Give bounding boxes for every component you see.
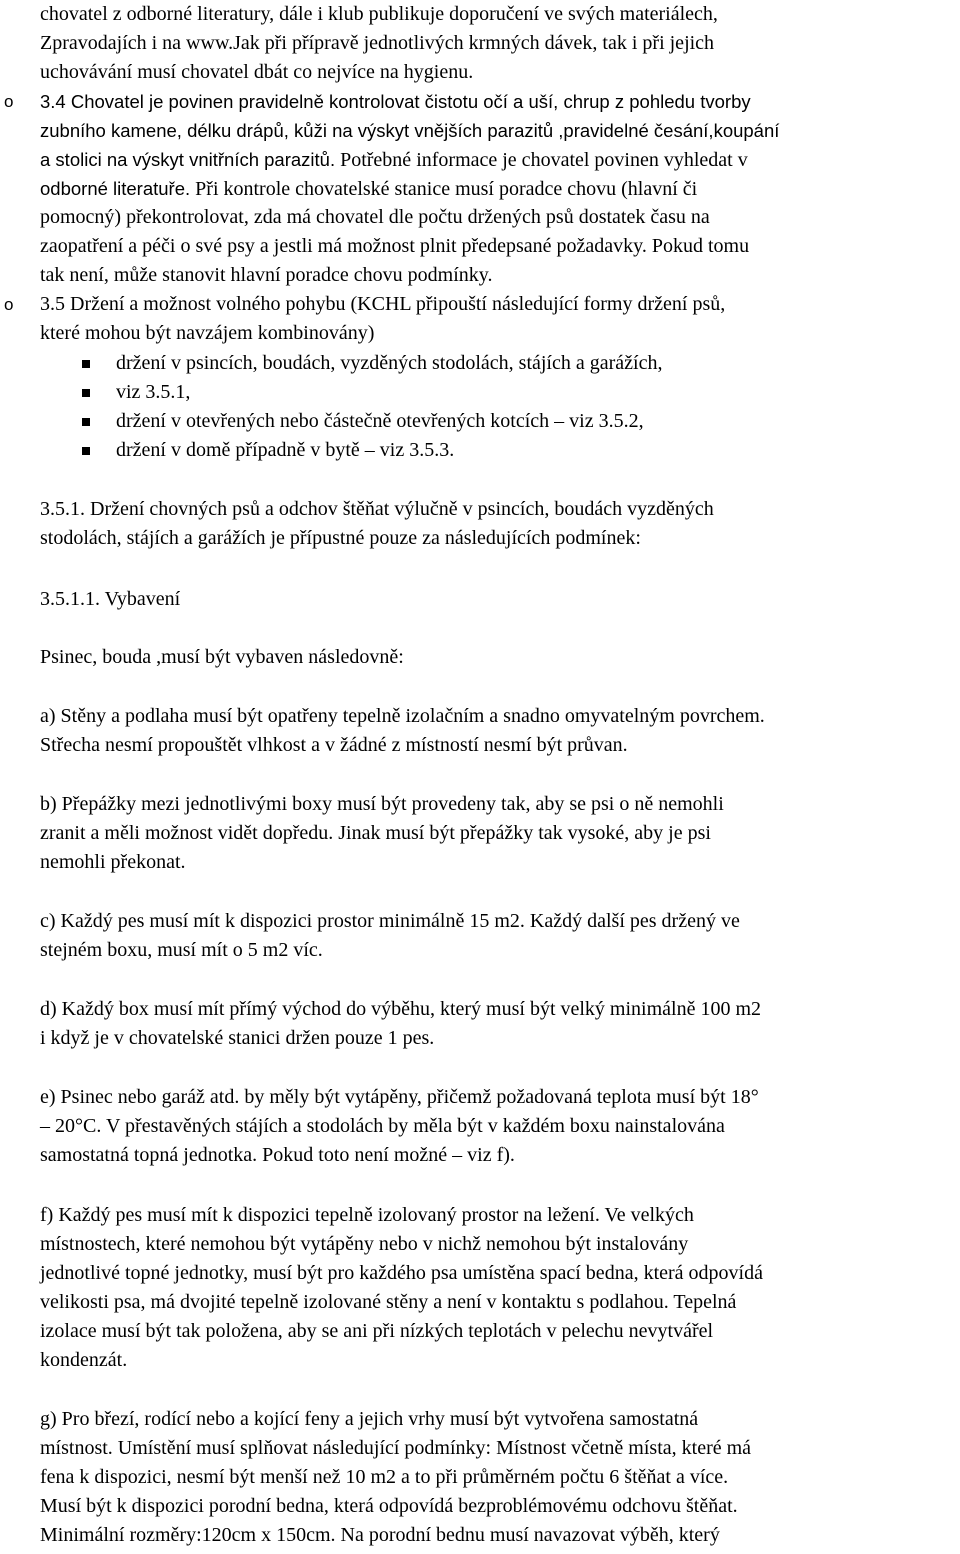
- bullet-item-3: držení v otevřených nebo částečně otevřených kotcích – viz 3.5.2,: [116, 410, 644, 432]
- section-3-5-1-1-intro: Psinec, bouda ,musí být vybaven následovně:: [40, 646, 404, 668]
- bullet-item-1: držení v psincích, boudách, vyzděných stodolách, stájích a garážích,: [116, 352, 663, 374]
- section-3-5-1-1-heading: 3.5.1.1. Vybavení: [40, 588, 181, 610]
- point-c-line-2: stejném boxu, musí mít o 5 m2 víc.: [40, 939, 323, 961]
- item-3-4-line-5: pomocný) překontrolovat, zda má chovatel dle počtu držených psů dostatek času na: [40, 206, 710, 228]
- point-e-line-3: samostatná topná jednotka. Pokud toto není možné – viz f).: [40, 1144, 515, 1166]
- point-a-line-1: a) Stěny a podlaha musí být opatřeny tepelně izolačním a snadno omyvatelným povrchem.: [40, 705, 765, 727]
- point-g-line-5: Minimální rozměry:120cm x 150cm. Na porodní bednu musí navazovat výběh, který: [40, 1524, 720, 1546]
- point-f-line-4: velikosti psa, má dvojité tepelně izolované stěny a není v kontaktu s podlahou. Tepelná: [40, 1291, 737, 1313]
- square-bullet-icon: [82, 418, 90, 426]
- point-f-line-3: jednotlivé topné jednotky, musí být pro každého psa umístěna spací bedna, která odpovídá: [40, 1262, 763, 1284]
- point-e-line-1: e) Psinec nebo garáž atd. by měly být vytápěny, přičemž požadovaná teplota musí být 18°: [40, 1086, 759, 1108]
- square-bullet-icon: [82, 360, 90, 368]
- point-d-line-1: d) Každý box musí mít přímý východ do výběhu, který musí být velký minimálně 100 m2: [40, 998, 762, 1020]
- point-g-line-3: fena k dispozici, nesmí být menší než 10 m2 a to při průměrném počtu 6 štěňat a více.: [40, 1466, 729, 1488]
- intro-line-3: uchovávání musí chovatel dbát co nejvíce na hygienu.: [40, 61, 474, 83]
- point-g-line-4: Musí být k dispozici porodní bedna, která odpovídá bezproblémovému odchovu štěňat.: [40, 1495, 738, 1517]
- item-3-4-line-3-sans: a stolici na výskyt vnitřních parazitů.: [40, 149, 336, 170]
- point-a-line-2: Střecha nesmí propouštět vlhkost a v žádné z místností nesmí být průvan.: [40, 734, 628, 756]
- item-3-5-line-2: které mohou být navzájem kombinovány): [40, 322, 375, 344]
- list-marker-o: o: [4, 295, 14, 314]
- item-3-4-line-4-rest: Při kontrole chovatelské stanice musí poradce chovu (hlavní či: [190, 178, 698, 200]
- point-f-line-2: místnostech, které nemohou být vytápěny nebo v nichž nemohou být instalovány: [40, 1233, 689, 1255]
- section-3-5-1-line-1: 3.5.1. Držení chovných psů a odchov štěňat výlučně v psincích, boudách vyzděných: [40, 498, 714, 520]
- bullet-item-4: držení v domě případně v bytě – viz 3.5.3.: [116, 439, 455, 461]
- point-f-line-1: f) Každý pes musí mít k dispozici tepelně izolovaný prostor na ležení. Ve velkých: [40, 1204, 694, 1226]
- point-f-line-6: kondenzát.: [40, 1349, 128, 1371]
- item-3-4-line-6: [40, 232, 749, 261]
- point-g-line-2: místnost. Umístění musí splňovat následující podmínky: Místnost včetně místa, které má: [40, 1437, 752, 1459]
- item-3-4-line-6-text: zaopatření a péči o své psy a jestli má možnost plnit předepsané požadavky.: [40, 235, 647, 257]
- point-g-line-1: g) Pro březí, rodící nebo a kojící feny a jejich vrhy musí být vytvořena samostatná: [40, 1408, 699, 1430]
- section-3-5-1-line-2: stodolách, stájích a garážích je přípustné pouze za následujících podmínek:: [40, 527, 641, 549]
- point-c-line-1: c) Každý pes musí mít k dispozici prostor minimálně 15 m2. Každý další pes držený ve: [40, 910, 740, 932]
- square-bullet-icon: [82, 389, 90, 397]
- item-3-5-line-1: 3.5 Držení a možnost volného pohybu (KCHL připouští následující formy držení psů,: [40, 293, 726, 315]
- item-3-4-line-7: tak není, může stanovit hlavní poradce chovu podmínky.: [40, 264, 493, 286]
- item-3-4-line-3: [40, 145, 748, 175]
- item-3-4-line-1: 3.4 Chovatel je povinen pravidelně kontrolovat čistotu očí a uší, chrup z pohledu tvorby: [40, 91, 751, 112]
- point-d-line-2: i když je v chovatelské stanici držen pouze 1 pes.: [40, 1027, 435, 1049]
- item-3-4-line-4: [40, 174, 697, 204]
- item-3-4-line-6-tail: Pokud tomu: [646, 235, 750, 257]
- list-marker-o: o: [4, 92, 14, 111]
- item-3-4-line-3-rest: Potřebné informace je chovatel povinen vyhledat v: [335, 149, 748, 171]
- item-3-4-line-2: zubního kamene, délku drápů, kůži na výskyt vnějších parazitů ,pravidelné česání,koupání: [40, 120, 780, 141]
- item-3-4-line-4-sans: odborné literatuře.: [40, 178, 191, 199]
- point-e-line-2: – 20°C. V přestavěných stájích a stodolách by měla být v každém boxu nainstalována: [40, 1115, 725, 1137]
- point-f-line-5: izolace musí být tak položena, aby se ani při nízkých teplotách v pelechu nevytvářel: [40, 1320, 714, 1342]
- square-bullet-icon: [82, 447, 90, 455]
- intro-line-1: chovatel z odborné literatury, dále i klub publikuje doporučení ve svých materiálech,: [40, 3, 718, 25]
- point-b-line-3: nemohli překonat.: [40, 851, 186, 873]
- intro-line-2: Zpravodajích i na www.Jak při přípravě jednotlivých krmných dávek, tak i při jejich: [40, 32, 715, 54]
- bullet-item-2: viz 3.5.1,: [116, 381, 191, 403]
- point-b-line-2: zranit a měli možnost vidět dopředu. Jinak musí být přepážky tak vysoké, aby je psi: [40, 822, 711, 844]
- point-b-line-1: b) Přepážky mezi jednotlivými boxy musí být provedeny tak, aby se psi o ně nemohli: [40, 793, 724, 815]
